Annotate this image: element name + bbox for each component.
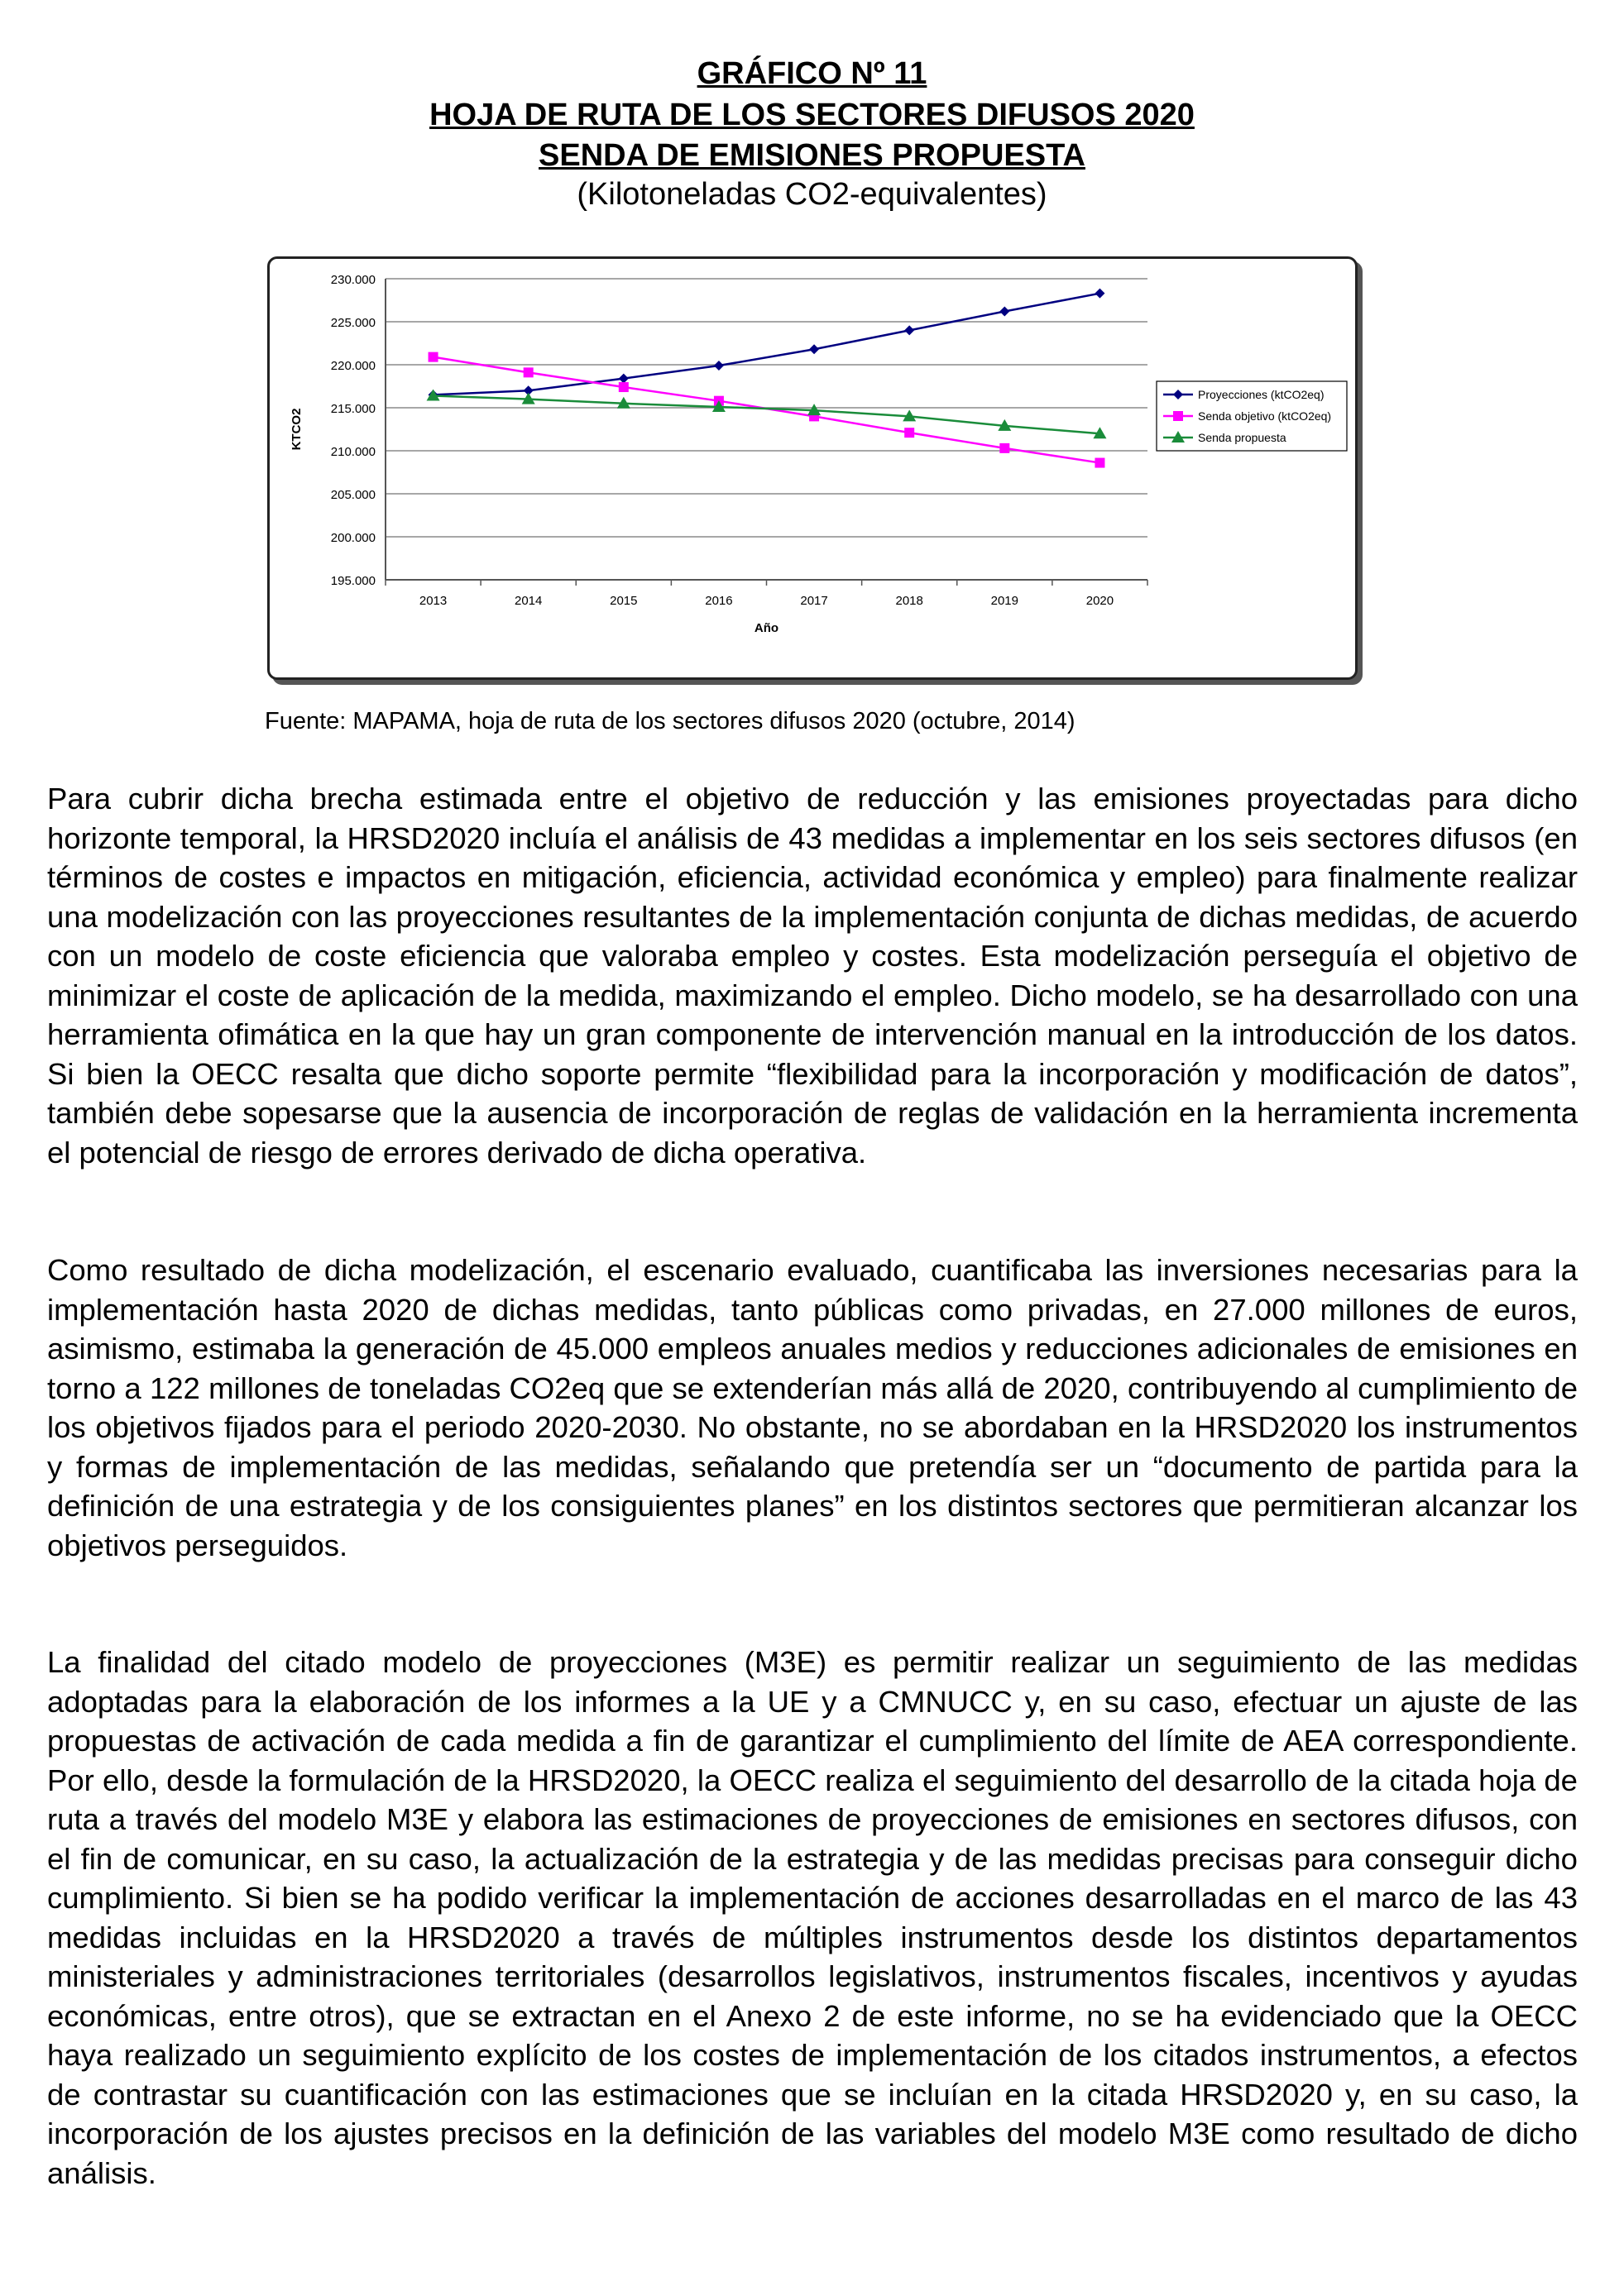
figure-subtitle: SENDA DE EMISIONES PROPUESTA [539, 138, 1085, 173]
x-tick-label: 2015 [610, 594, 638, 608]
line-chart [270, 259, 1355, 677]
series-1-point [1095, 289, 1104, 299]
y-tick-label: 205.000 [330, 488, 376, 502]
series-1-point [619, 374, 629, 384]
y-tick-label: 195.000 [330, 574, 376, 588]
y-axis-title: KTCO2 [290, 408, 304, 451]
series-2-point [904, 428, 914, 438]
legend-swatch-marker [1173, 411, 1183, 421]
series-2-point [1095, 458, 1104, 468]
series-2-point [429, 352, 438, 362]
paragraph-1: Para cubrir dicha brecha estimada entre el objetivo de reducción y las emisiones proyectadas para dicho horizonte temporal, la HRSD2020 incluía el análisis de 43 medidas a implementar en los seis sectores difusos (en términos de costes e impactos en mitigación, eficiencia, actividad económica y empleo) para finalmente realizar una modelización con las proyecciones resultantes de la implementación conjunta de dichas medidas, de acuerdo con un modelo de coste eficiencia que valoraba empleo y costes. Esta modelización perseguía el objetivo de minimizar el coste de aplicación de la medida, maximizando el empleo. Dicho modelo, se ha desarrollado con una herramienta ofimática en la que hay un gran componente de intervención manual en la introducción de los datos. Si bien la OECC resalta que dicho soporte permite “flexibilidad para la incorporación y modificación de datos”, también debe sopesarse que la ausencia de incorporación de reglas de validación en la herramienta incrementa el potencial de riesgo de errores derivado de dicha operativa. [47, 782, 1578, 1170]
figure-number: GRÁFICO Nº 11 [697, 56, 927, 91]
x-tick-label: 2014 [515, 594, 543, 608]
series-2-point [524, 367, 534, 377]
figure-title: HOJA DE RUTA DE LOS SECTORES DIFUSOS 2020 [429, 98, 1195, 132]
series-2-point [619, 382, 629, 392]
series-1-point [904, 325, 914, 335]
y-tick-label: 225.000 [330, 316, 376, 330]
figure-source: Fuente: MAPAMA, hoja de ruta de los sectores difusos 2020 (octubre, 2014) [265, 708, 1075, 734]
series-1-point [714, 361, 724, 371]
legend-entry-label: Proyecciones (ktCO2eq) [1198, 388, 1325, 401]
series-line-1 [434, 294, 1100, 395]
x-tick-label: 2013 [419, 594, 448, 608]
y-tick-label: 230.000 [330, 273, 376, 287]
x-tick-label: 2020 [1085, 594, 1114, 608]
paragraph-2: Como resultado de dicha modelización, el escenario evaluado, cuantificaba las inversiones necesarias para la implementación hasta 2020 de dichas medidas, tanto públicas como privadas, en 27.000 millones de euros, asimismo, estimaba la generación de 45.000 empleos anuales medios y reducciones adicionales de emisiones en torno a 122 millones de toneladas CO2eq que se extenderían más allá de 2020, contribuyendo al cumplimiento de los objetivos fijados para el periodo 2020-2030. No obstante, no se abordaban en la HRSD2020 los instrumentos y formas de implementación de las medidas, señalando que pretendía ser un “documento de partida para la definición de una estrategia y de los consiguientes planes” en los distintos sectores que permitieran alcanzar los objetivos perseguidos. [47, 1253, 1578, 1562]
series-1-point [999, 307, 1009, 317]
x-axis-title: Año [754, 621, 779, 635]
x-tick-label: 2019 [990, 594, 1018, 608]
figure-units: (Kilotoneladas CO2-equivalentes) [577, 177, 1047, 212]
x-tick-label: 2018 [895, 594, 923, 608]
series-1-point [809, 344, 819, 354]
legend-entry-label: Senda propuesta [1198, 431, 1286, 444]
y-tick-label: 200.000 [330, 531, 376, 545]
series-2-point [999, 443, 1009, 453]
paragraph-3: La finalidad del citado modelo de proyecciones (M3E) es permitir realizar un seguimiento de las medidas adoptadas para la elaboración de los informes a la UE y a CMNUCC y, en su caso, efectuar un ajuste de las propuestas de activación de cada medida a fin de garantizar el cumplimiento del límite de AEA correspondiente. Por ello, desde la formulación de la HRSD2020, la OECC realiza el seguimiento del desarrollo de la citada hoja de ruta a través del modelo M3E y elabora las estimaciones de proyecciones de emisiones en sectores difusos, con el fin de comunicar, en su caso, la actualización de la estrategia y de las medidas precisas para conseguir dicho cumplimiento. Si bien se ha podido verificar la implementación de acciones desarrolladas en el marco de las 43 medidas incluidas en la HRSD2020 a través de múltiples instrumentos desde los distintos departamentos ministeriales y administraciones territoriales (desarrollos legislativos, instrumentos fiscales, incentivos y ayudas económicas, entre otros), que se extractan en el Anexo 2 de este informe, no se ha evidenciado que la OECC haya realizado un seguimiento explícito de los costes de implementación de los citados instrumentos, a efectos de contrastar su cuantificación con las estimaciones que se incluían en la citada HRSD2020 y, en su caso, la incorporación de los ajustes precisos en la definición de las variables del modelo M3E como resultado de dicho análisis. [47, 1645, 1578, 2190]
legend-entry-label: Senda objetivo (ktCO2eq) [1198, 409, 1332, 423]
y-tick-label: 220.000 [330, 359, 376, 373]
chart-frame [267, 256, 1358, 680]
x-tick-label: 2016 [705, 594, 733, 608]
y-tick-label: 210.000 [330, 445, 376, 459]
y-tick-label: 215.000 [330, 402, 376, 416]
x-tick-label: 2017 [800, 594, 828, 608]
